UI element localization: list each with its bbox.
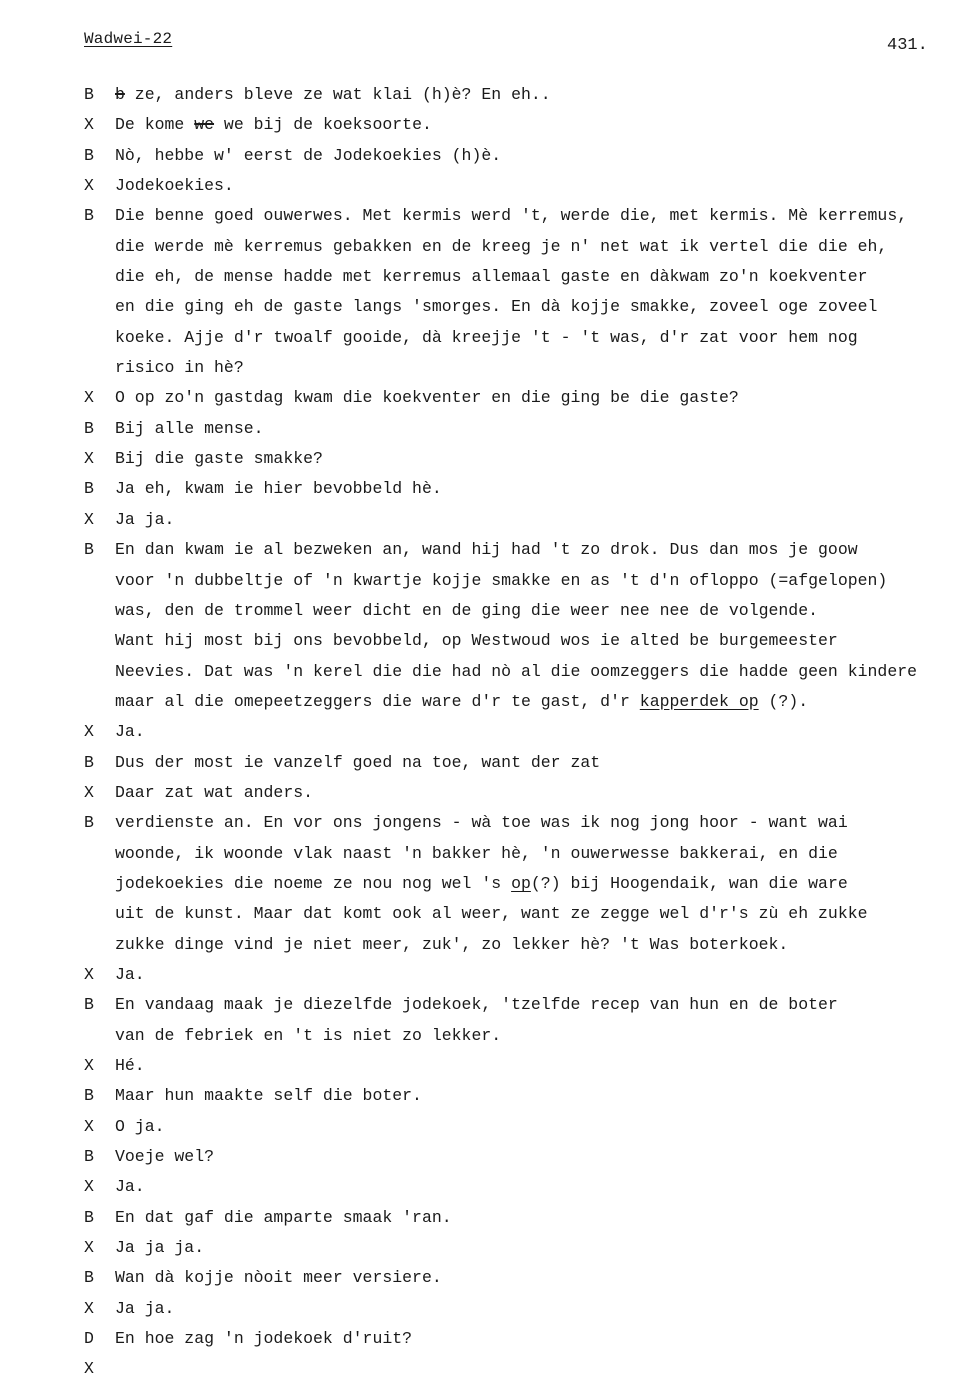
line-text: (?).: [758, 691, 809, 711]
utterance-line: [115, 869, 973, 899]
line-text: O ja.: [115, 1116, 165, 1136]
transcript-turn: [84, 110, 973, 140]
transcript-turn: [84, 201, 973, 383]
line-text: Bij die gaste smakke?: [115, 449, 323, 469]
speaker-label: B: [84, 418, 94, 438]
line-text: Bij alle mense.: [115, 418, 264, 438]
speaker-label: X: [84, 1177, 94, 1197]
utterance-line: [115, 262, 973, 292]
utterance-line: [115, 899, 973, 929]
speaker-label: X: [84, 1056, 94, 1075]
utterance: [115, 960, 973, 990]
line-text: Want hij most bij ons bevobbeld, op Westwoud wos ie alted be burgemeester: [115, 631, 838, 651]
line-text: koeke. Ajje d'r twoalf gooide, dà kreejje 't - 't was, d'r zat voor hem nog: [115, 327, 858, 347]
line-text: zukke dinge vind je niet meer, zuk', zo lekker hè? 't Was boterkoek.: [115, 934, 789, 954]
speaker-label: B: [84, 145, 94, 165]
transcript-turn: [84, 990, 973, 1051]
line-text: uit de kunst. Maar dat komt ook al weer, want ze zegge wel d'r's zù eh zukke: [115, 904, 868, 924]
line-text: En dan kwam ie al bezweken an, wand hij had 't zo drok. Dus dan mos je goow: [115, 540, 858, 560]
utterance-line: [115, 839, 973, 869]
utterance-line: [115, 414, 973, 444]
speaker-label: X: [84, 1359, 94, 1379]
line-text: we bij de koeksoorte.: [214, 115, 432, 135]
utterance: [115, 1263, 973, 1293]
utterance-line: [115, 353, 973, 383]
line-text: Ja.: [115, 722, 145, 742]
utterance-line: [115, 778, 973, 808]
line-text: Maar hun maakte self die boter.: [115, 1086, 422, 1106]
utterance-line: [115, 1051, 973, 1081]
line-text: Ja ja.: [115, 1298, 175, 1318]
speaker-label: B: [84, 995, 94, 1015]
line-text: En hoe zag 'n jodekoek d'ruit?: [115, 1329, 413, 1349]
line-text: Voeje wel?: [115, 1147, 215, 1167]
line-text: O op zo'n gastdag kwam die koekventer en die ging be die gaste?: [115, 388, 739, 408]
transcript-turn: [84, 1354, 973, 1384]
utterance: [115, 1354, 973, 1384]
line-text: van de febriek en 't is niet zo lekker.: [115, 1025, 502, 1045]
speaker-label: X: [84, 964, 94, 984]
utterance: [115, 1324, 973, 1354]
utterance-line: [115, 960, 973, 990]
utterance-line: [115, 1203, 973, 1233]
line-text: Wan dà kojje nòoit meer versiere.: [115, 1268, 442, 1288]
utterance-line: [115, 1112, 973, 1142]
speaker-label: X: [84, 1298, 94, 1318]
transcript-turn: [84, 960, 973, 990]
line-text: voor 'n dubbeltje of 'n kwartje kojje smakke en as 't d'n ofloppo (=afgelopen): [115, 570, 888, 590]
utterance-line: [115, 930, 973, 960]
struck-text: b: [115, 85, 125, 104]
transcript-turn: [84, 1142, 973, 1172]
utterance-line: [115, 1172, 973, 1202]
utterance-line: [115, 80, 973, 110]
transcript-turn: [84, 414, 973, 444]
line-text: die eh, de mense hadde met kerremus allemaal gaste en dàkwam zo'n koekventer: [115, 267, 868, 287]
utterance: [115, 141, 973, 171]
document-id: Wadwei-22: [84, 30, 173, 48]
speaker-label: B: [84, 752, 94, 772]
speaker-label: B: [84, 1268, 94, 1288]
struck-text: we: [194, 115, 215, 135]
speaker-label: X: [84, 388, 94, 408]
speaker-label: B: [84, 1086, 94, 1106]
speaker-label: X: [84, 509, 94, 529]
transcript-turn: [84, 1203, 973, 1233]
transcript-turn: [84, 808, 973, 960]
speaker-label: X: [84, 1116, 94, 1136]
speaker-label: B: [84, 1147, 94, 1167]
utterance: [115, 1051, 973, 1081]
utterance: [115, 1233, 973, 1263]
utterance-line: [115, 748, 973, 778]
speaker-label: X: [84, 449, 94, 469]
line-text: Ja ja ja.: [115, 1238, 205, 1258]
utterance-line: [115, 383, 973, 413]
transcript-turn: [84, 1081, 973, 1111]
utterance: [115, 505, 973, 535]
utterance: [115, 990, 973, 1051]
utterance: [115, 717, 973, 747]
line-text: en die ging eh de gaste langs 'smorges. En dà kojje smakke, zoveel oge zoveel: [115, 297, 878, 317]
line-text: Ja ja.: [115, 509, 175, 529]
utterance-line: [115, 1263, 973, 1293]
speaker-label: X: [84, 722, 94, 742]
utterance-line: [115, 110, 973, 140]
transcript-turn: [84, 1263, 973, 1293]
utterance: [115, 1142, 973, 1172]
line-text: jodekoekies die noeme ze nou nog wel 's: [115, 873, 512, 893]
utterance-line: [115, 474, 973, 504]
utterance: [115, 1172, 973, 1202]
utterance: [115, 201, 973, 383]
utterance: [115, 414, 973, 444]
utterance: [115, 1203, 973, 1233]
line-text: Dus der most ie vanzelf goed na toe, want der zat: [115, 752, 601, 772]
utterance-line: [115, 232, 973, 262]
transcript-turn: [84, 80, 973, 110]
utterance-line: [115, 171, 973, 201]
utterance-line: [115, 1142, 973, 1172]
speaker-label: B: [84, 813, 94, 833]
transcript-turn: [84, 1294, 973, 1324]
line-text: Neevies. Dat was 'n kerel die die had nò al die oomzeggers die hadde geen kindere: [115, 661, 918, 681]
speaker-label: B: [84, 1207, 94, 1227]
transcript-turn: [84, 141, 973, 171]
utterance-line: [115, 596, 973, 626]
utterance: [115, 778, 973, 808]
line-text: Jodekoekies.: [115, 176, 234, 196]
speaker-label: B: [84, 479, 94, 499]
line-text: En dat gaf die amparte smaak 'ran.: [115, 1207, 452, 1227]
utterance: [115, 1112, 973, 1142]
line-text: Die benne goed ouwerwes. Met kermis werd 't, werde die, met kermis. Mè kerremus,: [115, 206, 908, 226]
utterance-line: [115, 292, 973, 322]
utterance-line: [115, 201, 973, 231]
line-text: Ja.: [115, 1177, 145, 1197]
transcript-turn: [84, 444, 973, 474]
line-text: die werde mè kerremus gebakken en de kreeg je n' net wat ik vertel die die eh,: [115, 236, 888, 256]
line-text: Daar zat wat anders.: [115, 782, 314, 802]
speaker-label: B: [84, 85, 94, 104]
transcript-turn: [84, 717, 973, 747]
underlined-text: kapperdek op: [639, 691, 759, 711]
transcript-turn: [84, 1324, 973, 1354]
utterance-line: [115, 566, 973, 596]
utterance: [115, 474, 973, 504]
transcript-turn: [84, 1051, 973, 1081]
line-text: Nò, hebbe w' eerst de Jodekoekies (h)è.: [115, 145, 502, 165]
utterance-line: [115, 323, 973, 353]
underlined-text: op: [511, 873, 531, 893]
page-number: 431.: [887, 36, 928, 55]
transcript-turn: [84, 1233, 973, 1263]
speaker-label: X: [84, 1238, 94, 1258]
utterance: [115, 808, 973, 960]
transcript-turn: [84, 778, 973, 808]
utterance-line: [115, 1233, 973, 1263]
transcript-turn: [84, 474, 973, 504]
utterance-line: [115, 505, 973, 535]
line-text: Ja.: [115, 964, 145, 984]
utterance: [115, 171, 973, 201]
line-text: ze, anders bleve ze wat klai (h)è? En eh..: [124, 85, 551, 104]
transcript-turn: [84, 1112, 973, 1142]
utterance-line: [115, 1294, 973, 1324]
utterance-line: [115, 990, 973, 1020]
transcript-turn: [84, 171, 973, 201]
utterance-line: [115, 444, 973, 474]
utterance-line: [115, 141, 973, 171]
line-text: verdienste an. En vor ons jongens - wà toe was ik nog jong hoor - want wai: [115, 813, 848, 833]
transcript: [84, 80, 973, 1385]
utterance-line: [115, 626, 973, 656]
utterance: [115, 535, 973, 717]
line-text: risico in hè?: [115, 358, 244, 378]
speaker-label: D: [84, 1329, 94, 1349]
line-text: Hé.: [115, 1056, 145, 1075]
speaker-label: X: [84, 176, 94, 196]
utterance-line: [115, 657, 973, 687]
transcript-turn: [84, 505, 973, 535]
line-text: En vandaag maak je diezelfde jodekoek, 'tzelfde recep van hun en de boter: [115, 995, 838, 1015]
line-text: maar al die omepeetzeggers die ware d'r te gast, d'r: [115, 691, 640, 711]
speaker-label: X: [84, 115, 94, 135]
speaker-label: B: [84, 540, 94, 560]
speaker-label: B: [84, 206, 94, 226]
utterance: [115, 1294, 973, 1324]
line-text: (?) bij Hoogendaik, wan die ware: [530, 873, 848, 893]
utterance-line: [115, 687, 973, 717]
utterance-line: [115, 535, 973, 565]
speaker-label: X: [84, 782, 94, 802]
utterance: [115, 1081, 973, 1111]
transcript-turn: [84, 1172, 973, 1202]
utterance: [115, 110, 973, 140]
line-text: woonde, ik woonde vlak naast 'n bakker hè, 'n ouwerwesse bakkerai, en die: [115, 843, 838, 863]
transcript-turn: [84, 748, 973, 778]
utterance-line: [115, 1324, 973, 1354]
line-text: was, den de trommel weer dicht en de ging die weer nee nee de volgende.: [115, 600, 819, 620]
utterance-line: [115, 1021, 973, 1051]
utterance: [115, 383, 973, 413]
utterance: [115, 748, 973, 778]
line-text: De kome: [115, 115, 195, 135]
utterance: [115, 444, 973, 474]
utterance-line: [115, 808, 973, 838]
utterance: [115, 80, 973, 110]
transcript-turn: [84, 383, 973, 413]
line-text: Ja eh, kwam ie hier bevobbeld hè.: [115, 479, 442, 499]
transcript-turn: [84, 535, 973, 717]
utterance-line: [115, 1081, 973, 1111]
utterance-line: [115, 717, 973, 747]
